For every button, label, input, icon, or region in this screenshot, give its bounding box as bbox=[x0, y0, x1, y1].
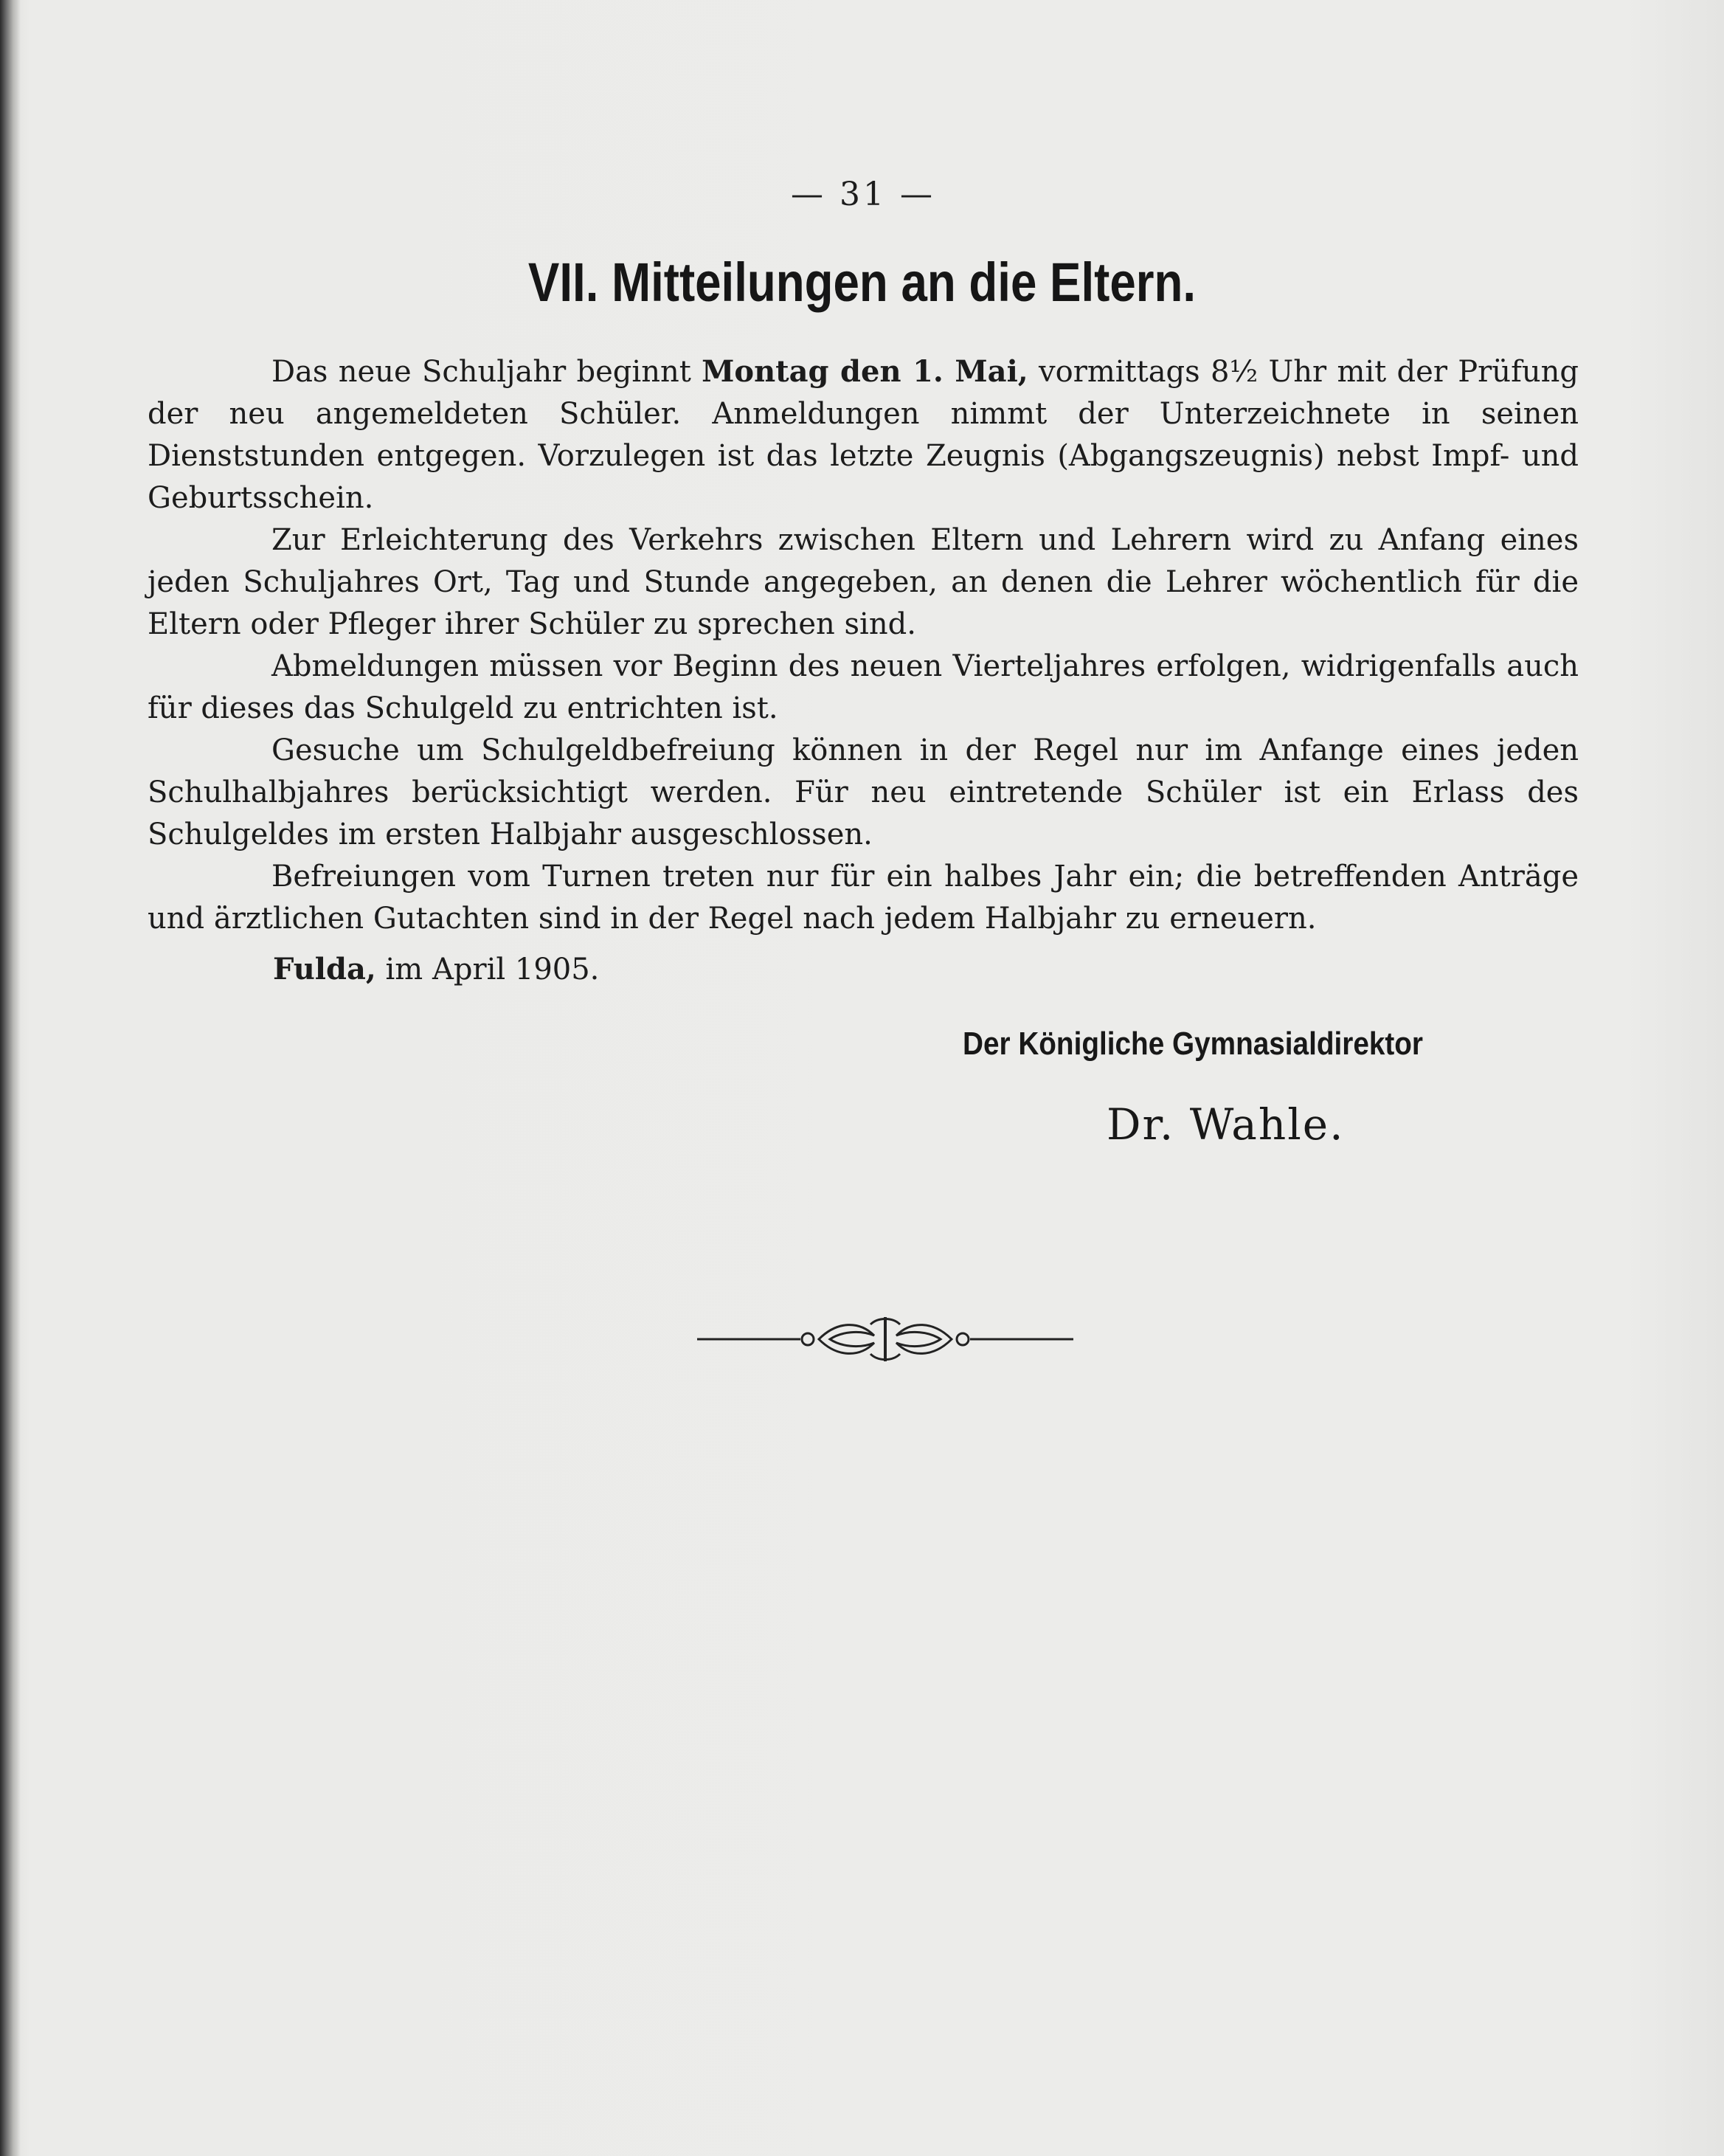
paragraph-parent-contact: Zur Erleichterung des Verkehrs zwischen Eltern und Lehrern wird zu Anfang eines jeden Schuljahres Ort, Tag und Stunde angegeben, an denen die Lehrer wöchentlich für die Eltern oder Pfleger ihrer Schüler zu sprechen sind. bbox=[148, 523, 1579, 641]
binding-edge bbox=[0, 0, 21, 2156]
signature-title: Der Königliche Gymnasialdirektor bbox=[963, 1026, 1424, 1062]
body-text bbox=[148, 350, 1579, 940]
place: Fulda, bbox=[273, 952, 376, 987]
signature-name: Dr. Wahle. bbox=[1107, 1099, 1345, 1150]
paragraph-text: Das neue Schuljahr beginnt bbox=[271, 355, 702, 389]
date: im April 1905. bbox=[375, 953, 600, 987]
ornament-divider bbox=[697, 1306, 1073, 1372]
paragraph-fee-exemption: Gesuche um Schulgeldbefreiung können in der Regel nur im Anfange eines jeden Schulhalbjahres berücksichtigt werden. Für neu eintretende Schüler ist ein Erlass des Schulgeldes im ersten Halbjahr ausgeschlossen. bbox=[148, 733, 1579, 851]
paragraph-school-start bbox=[148, 350, 1579, 519]
page-number: — 31 — bbox=[791, 176, 935, 213]
section-title: VII. Mitteilungen an die Eltern. bbox=[527, 252, 1197, 313]
place-date bbox=[273, 952, 599, 987]
paragraph-gym-exemption: Befreiungen vom Turnen treten nur für ein halbes Jahr ein; die betreffenden Anträge und ärztlichen Gutachten sind in der Regel nach jedem Halbjahr zu erneuern. bbox=[148, 860, 1579, 936]
emphasized-date: Montag den 1. Mai, bbox=[702, 354, 1028, 389]
paragraph-text: vormittags 8½ Uhr mit der Prüfung der neu angemeldeten Schüler. Anmeldungen nimmt der Unterzeichnete in seinen Dienststunden entgegen. Vorzulegen ist das letzte Zeugnis (Abgangszeugnis) nebst Impf- und Geburtsschein. bbox=[148, 355, 1579, 515]
paragraph-deregistration: Abmeldungen müssen vor Beginn des neuen Vierteljahres erfolgen, widrigenfalls auch für dieses das Schulgeld zu entrichten ist. bbox=[148, 649, 1579, 725]
